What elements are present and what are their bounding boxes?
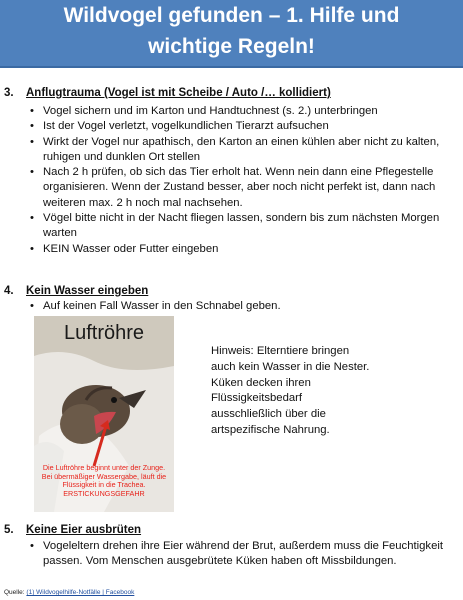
- figure-title: Luftröhre: [63, 322, 145, 344]
- list-item: • Ist der Vogel verletzt, vogelkundlichen Tierarzt aufsuchen: [30, 119, 455, 134]
- section-number: 4.: [4, 285, 14, 297]
- page-title-line-1: Wildvogel gefunden – 1. Hilfe und: [63, 4, 400, 27]
- source-label: Quelle:: [4, 589, 25, 596]
- section-3-heading: [4, 87, 331, 99]
- list-item: • Nach 2 h prüfen, ob sich das Tier erholt hat. Wenn nein dann eine Pflegestelle organisieren. Wenn der Zustand besser, aber noch nicht perfekt ist, dann nach weiteren max. 2 h noch mal nachsehen.: [30, 165, 455, 211]
- section-title: Anflugtrauma (Vogel ist mit Scheibe / Auto /… kollidiert): [26, 87, 331, 99]
- section-5-heading: [4, 524, 141, 536]
- figure-caption: Die Luftröhre beginnt unter der Zunge. Bei übermäßiger Wassergabe, läuft die Flüssigkeit in die Trachea. ERSTICKUNGSGEFAHR: [41, 463, 167, 498]
- list-item: • Vogel sichern und im Karton und Handtuchnest (s. 2.) unterbringen: [30, 104, 455, 119]
- list-item: • Vögel bitte nicht in der Nacht fliegen lassen, sondern bis zum nächsten Morgen warten: [30, 211, 455, 242]
- section-5-list: [30, 539, 455, 570]
- section-4-heading: [4, 285, 148, 297]
- trachea-bird-image: [34, 316, 174, 512]
- section-number: 3.: [4, 87, 14, 99]
- list-item: • Auf keinen Fall Wasser in den Schnabel geben.: [30, 299, 455, 314]
- title-banner: [0, 0, 463, 68]
- source-link[interactable]: (1) Wildvogelhilfe-Notfälle | Facebook: [26, 589, 135, 596]
- section-title: Kein Wasser eingeben: [26, 285, 149, 297]
- page-title-line-2: wichtige Regeln!: [148, 35, 315, 58]
- list-item: • Wirkt der Vogel nur apathisch, den Karton an einen kühlen aber nicht zu kalten, ruhigen und dunklen Ort stellen: [30, 135, 455, 166]
- hint-text: Hinweis: Elterntiere bringen auch kein Wasser in die Nester. Küken decken ihren Flüssigkeitsbedarf ausschließlich über die artspezifische Nahrung.: [211, 345, 370, 436]
- source-footer: [4, 589, 134, 596]
- list-item: • Vogeleltern drehen ihre Eier während der Brut, außerdem muss die Feuchtigkeit passen. Vom Menschen ausgebrütete Küken haben oft Missbildungen.: [30, 539, 455, 570]
- list-item: • KEIN Wasser oder Futter eingeben: [30, 242, 455, 257]
- section-number: 5.: [4, 524, 14, 536]
- section-3-list: [30, 104, 455, 257]
- section-4-list: [30, 299, 455, 314]
- section-title: Keine Eier ausbrüten: [26, 524, 142, 536]
